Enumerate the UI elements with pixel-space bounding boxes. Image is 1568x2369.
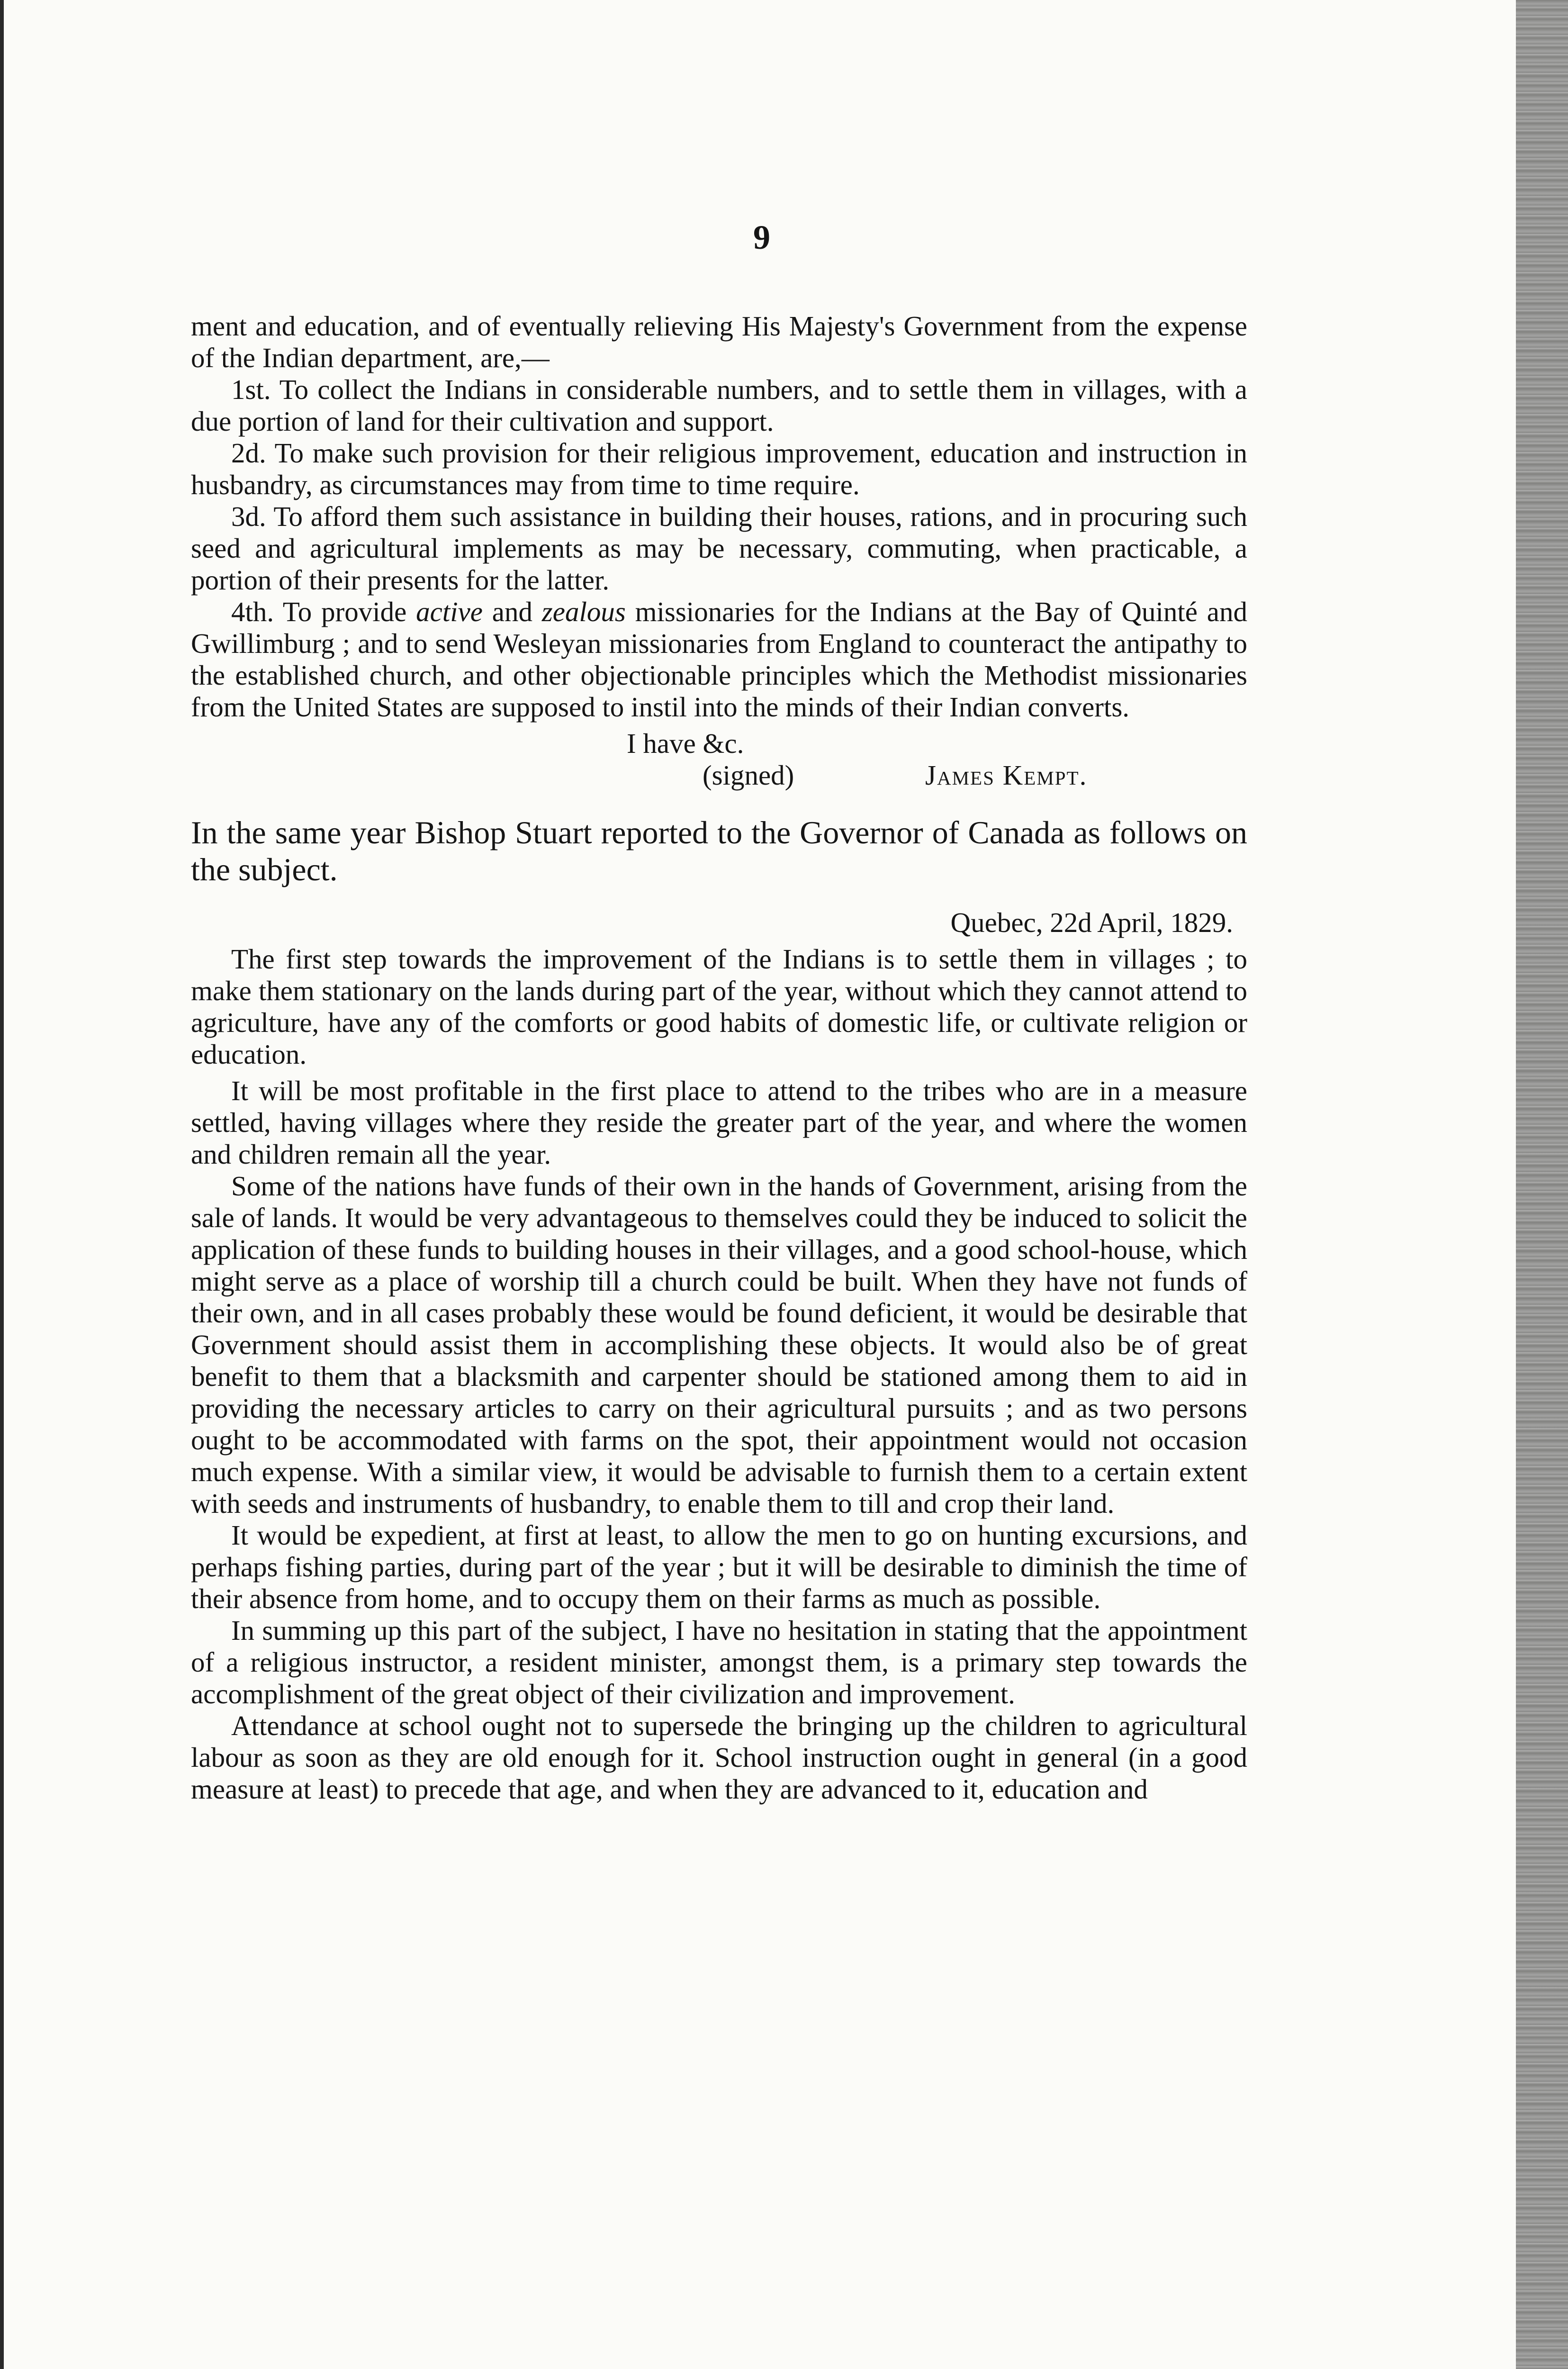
body-text [191,310,1247,1805]
list-item-4-part-a: 4th. To provide [231,596,416,627]
list-item-4-part-b: and [483,596,542,627]
paragraph-1: The first step towards the improvement of the Indians is to settle them in villages ; to make them stationary on the lands during part of the year, without which they cannot attend to agriculture, have any of the comforts or good habits of domestic life, or cultivate religion or education. [191,943,1247,1070]
letter-dateline: Quebec, 22d April, 1829. [950,907,1233,938]
page-number: 9 [753,218,770,256]
paragraph-6: Attendance at school ought not to supersede the bringing up the children to agricultural labour as soon as they are old enough for it. School instruction ought in general (in a good measure at least) to precede that age, and when they are advanced to it, education and [191,1710,1247,1805]
paragraph-4: It would be expedient, at first at least, to allow the men to go on hunting excursions, and perhaps fishing parties, during part of the year ; but it will be desirable to diminish the time of their absence from home, and to occupy them on their farms as much as possible. [191,1519,1247,1614]
signatory-name: James Kempt. [925,760,1088,791]
signature-line [703,760,1247,791]
list-item-4-part-c: missionaries for the Indians at the Bay of Quinté and Gwillimburg ; and to send Wesleyan missionaries from England to counteract the antipathy to the established church, and other objectionable principles which the Methodist missionaries from the United States are supposed to instil into the minds of their Indian converts. [191,596,1247,723]
emphasis-zealous: zealous [541,596,626,627]
paragraph-opening: ment and education, and of eventually relieving His Majesty's Government from the expense of the Indian department, are,— [191,310,1247,373]
list-item-3: 3d. To afford them such assistance in building their houses, rations, and in procuring such seed and agricultural implements as may be necessary, commuting, when practicable, a portion of their presents for the latter. [191,501,1247,596]
paragraph-3: Some of the nations have funds of their own in the hands of Government, arising from the sale of lands. It would be very advantageous to themselves could they be induced to solicit the application of these funds to building houses in their villages, and a good school-house, which might serve as a place of worship till a church could be built. When they have not funds of their own, and in all cases probably these would be found deficient, it would be desirable that Government should assist them in accomplishing these objects. It would also be of great benefit to them that a blacksmith and carpenter should be stationed among them to aid in providing the necessary articles to carry on their agricultural pursuits ; and as two persons ought to be accommodated with farms on the spot, their appointment would not occasion much expense. With a similar view, it would be advisable to furnish them to a certain extent with seeds and instruments of husbandry, to enable them to till and crop their land. [191,1170,1247,1519]
paragraph-5: In summing up this part of the subject, I have no hesitation in stating that the appointment of a religious instructor, a resident minister, amongst them, is a primary step towards the accomplishment of the great object of their civilization and improvement. [191,1615,1247,1709]
paragraph-2: It will be most profitable in the first place to attend to the tribes who are in a measure settled, having villages where they reside the greater part of the year, and where the women and children remain all the year. [191,1075,1247,1170]
signed-label: (signed) [703,760,794,791]
list-item-4 [191,596,1247,723]
section-intro: In the same year Bishop Stuart reported to the Governor of Canada as follows on the subject. [191,814,1247,887]
list-item-1: 1st. To collect the Indians in considerable numbers, and to settle them in villages, with a due portion of land for their cultivation and support. [191,374,1247,437]
page-edge-shadow [1516,0,1568,2369]
emphasis-active: active [416,596,483,627]
list-item-2: 2d. To make such provision for their religious improvement, education and instruction in husbandry, as circumstances may from time to time require. [191,437,1247,500]
letter-closing: I have &c. [627,728,744,759]
